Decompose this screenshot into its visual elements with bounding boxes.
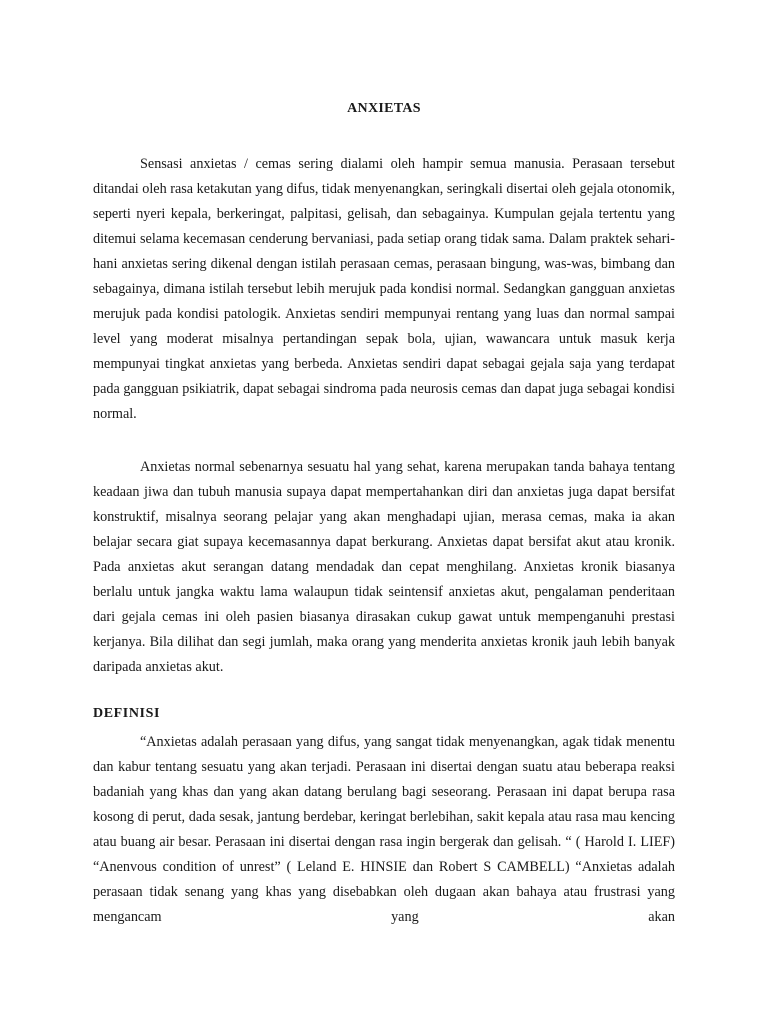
body-paragraph: Anxietas normal sebenarnya sesuatu hal yang sehat, karena merupakan tanda bahaya tentang keadaan jiwa dan tubuh manusia supaya dapat mempertahankan diri dan anxietas juga dapat bersifat konstruktif, misalnya seorang pelajar yang akan menghadapi ujian, merasa cemas, maka ia akan belajar secara giat supaya kecemasannya dapat berkurang. Anxietas dapat bersifat akut atau kronik. Pada anxietas akut serangan datang mendadak dan cepat menghilang. Anxietas kronik biasanya berlalu untuk jangka waktu lama walaupun tidak seintensif anxietas akut, pengalaman penderitaan dari gejala cemas ini oleh pasien biasanya dirasakan cukup gawat untuk mempenganuhi prestasi kerjanya. Bila dilihat dan segi jumlah, maka orang yang menderita anxietas kronik jauh lebih banyak daripada anxietas akut.	[93, 459, 675, 675]
intro-paragraph-block	[93, 152, 675, 427]
document-title: ANXIETAS	[347, 101, 421, 116]
definition-paragraph-block	[93, 730, 675, 930]
body-paragraph: Sensasi anxietas / cemas sering dialami oleh hampir semua manusia. Perasaan tersebut ditandai oleh rasa ketakutan yang difus, tidak menyenangkan, seringkali disertai oleh gejala otonomik, seperti nyeri kepala, berkeringat, palpitasi, gelisah, dan sebagainya. Kumpulan gejala tertentu yang ditemui selama kecemasan cenderung bervaniasi, pada setiap orang tidak sama. Dalam praktek sehari-hani anxietas sering dikenal dengan istilah perasaan cemas, perasaan bingung, was-was, bimbang dan sebagainya, dimana istilah tersebut lebih merujuk pada kondisi normal. Sedangkan gangguan anxietas merujuk pada kondisi patologik. Anxietas sendiri mempunyai rentang yang luas dan normal sampai level yang moderat misalnya pertandingan sepak bola, ujian, wawancara untuk masuk kerja mempunyai tingkat anxietas yang berbeda. Anxietas sendiri dapat sebagai gejala saja yang terdapat pada gangguan psikiatrik, dapat sebagai sindroma pada neurosis cemas dan dapat juga sebagai kondisi normal.	[93, 156, 675, 422]
second-paragraph-block	[93, 455, 675, 680]
definition-paragraph: “Anxietas adalah perasaan yang difus, yang sangat tidak menyenangkan, agak tidak menentu dan kabur tentang sesuatu yang akan terjadi. Perasaan ini disertai dengan suatu atau beberapa reaksi badaniah yang khas dan yang akan datang berulang bagi seseorang. Perasaan ini dapat berupa rasa kosong di perut, dada sesak, jantung berdebar, keringat berlebihan, sakit kepala atau rasa mau kencing atau buang air besar. Perasaan ini disertai dengan rasa ingin bergerak dan gelisah. “ ( Harold I. LIEF) “Anenvous condition of unrest” ( Leland E. HINSIE dan Robert S CAMBELL) “Anxietas adalah perasaan tidak senang yang khas yang disebabkan oleh dugaan akan bahaya atau frustrasi yang mengancam yang akan	[93, 734, 675, 925]
section-heading-definisi: DEFINISI	[93, 706, 161, 721]
